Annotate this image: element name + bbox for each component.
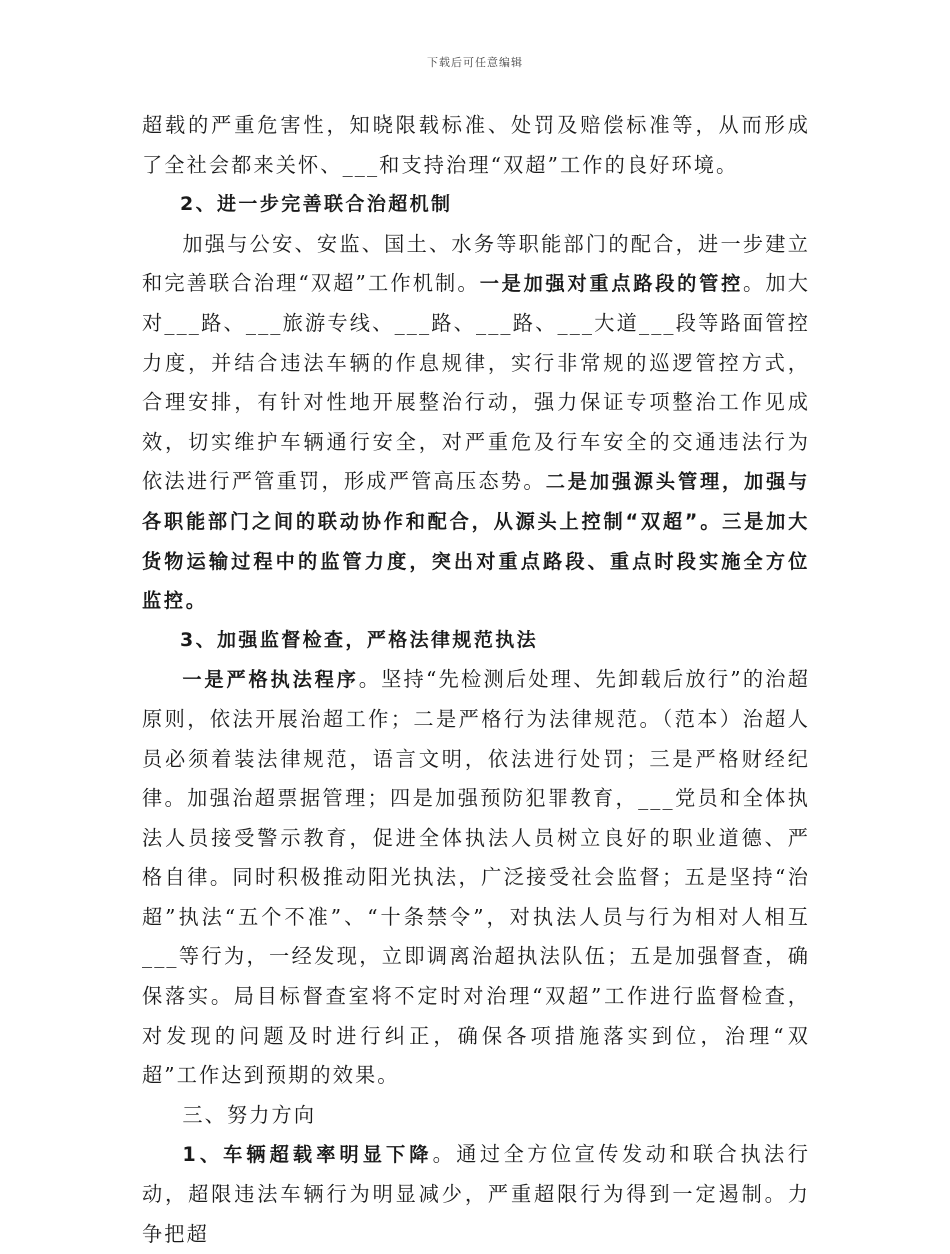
section-heading — [142, 621, 810, 661]
bold-text-run: 1、车辆超载率明显下降 — [182, 1143, 433, 1167]
heading-text: 3、加强监督检查，严格法律规范执法 — [180, 628, 539, 651]
bold-text-run: 一是加强对重点路段的管控 — [479, 272, 744, 296]
heading-text: 三、努力方向 — [182, 1102, 317, 1127]
text-run: 超载的严重危害性，知晓限载标准、处罚及赔偿标准等，从而形成了全社会都来关怀、___和支持治理“双超”工作的良好环境。 — [142, 113, 810, 177]
paragraph — [142, 660, 810, 1096]
section-heading — [142, 185, 810, 225]
document-body — [142, 106, 810, 1254]
paragraph — [142, 225, 810, 621]
bold-text-run: 二是加强源头管理，加强与各职能部门之间的联动协作和配合，从源头上控制“双超”。三是加大货物运输过程中的监管力度，突出对重点路段、重点时段实施全方位监控。 — [142, 470, 810, 613]
paragraph-continuation — [142, 106, 810, 185]
paragraph — [142, 1135, 810, 1254]
text-run: 。加大对___路、___旅游专线、___路、___路、___大道___段等路面管控力度，并结合违法车辆的作息规律，实行非常规的巡逻管控方式，合理安排，有针对性地开展整治行动，强力保证专项整治工作见成效，切实维护车辆通行安全，对严重危及行车安全的交通违法行为依法进行严管重罚，形成严管高压态势。 — [142, 271, 810, 494]
text-run: 加强与公安、安监、国土、水务等职能部门的配合，进一步建立和完善联合治理“双超”工作机制。 — [142, 231, 810, 296]
text-run: 。通过全方位宣传发动和联合执法行动，超限违法车辆行为明显减少，严重超限行为得到一定遏制。力争把超 — [142, 1142, 810, 1246]
heading-text: 2、进一步完善联合治超机制 — [180, 193, 453, 216]
section-heading — [142, 1096, 810, 1136]
text-run: 。坚持“先检测后处理、先卸载后放行”的治超原则，依法开展治超工作；二是严格行为法律规范。（范本）治超人员必须着装法律规范，语言文明，依法进行处罚；三是严格财经纪律。加强治超票据管理；四是加强预防犯罪教育，___党员和全体执法人员接受警示教育，促进全体执法人员树立良好的职业道德、严格自律。同时积极推动阳光执法，广泛接受社会监督；五是坚持“治超”执法“五个不准”、“十条禁令”，对执法人员与行为相对人相互___等行为，一经发现，立即调离治超执法队伍；五是加强督查，确保落实。局目标督查室将不定时对治理“双超”工作进行监督检查，对发现的问题及时进行纠正，确保各项措施落实到位，治理“双超”工作达到预期的效果。 — [142, 667, 810, 1088]
bold-text-run: 一是严格执法程序 — [182, 668, 359, 692]
page-header: 下载后可任意编辑 — [427, 56, 523, 69]
